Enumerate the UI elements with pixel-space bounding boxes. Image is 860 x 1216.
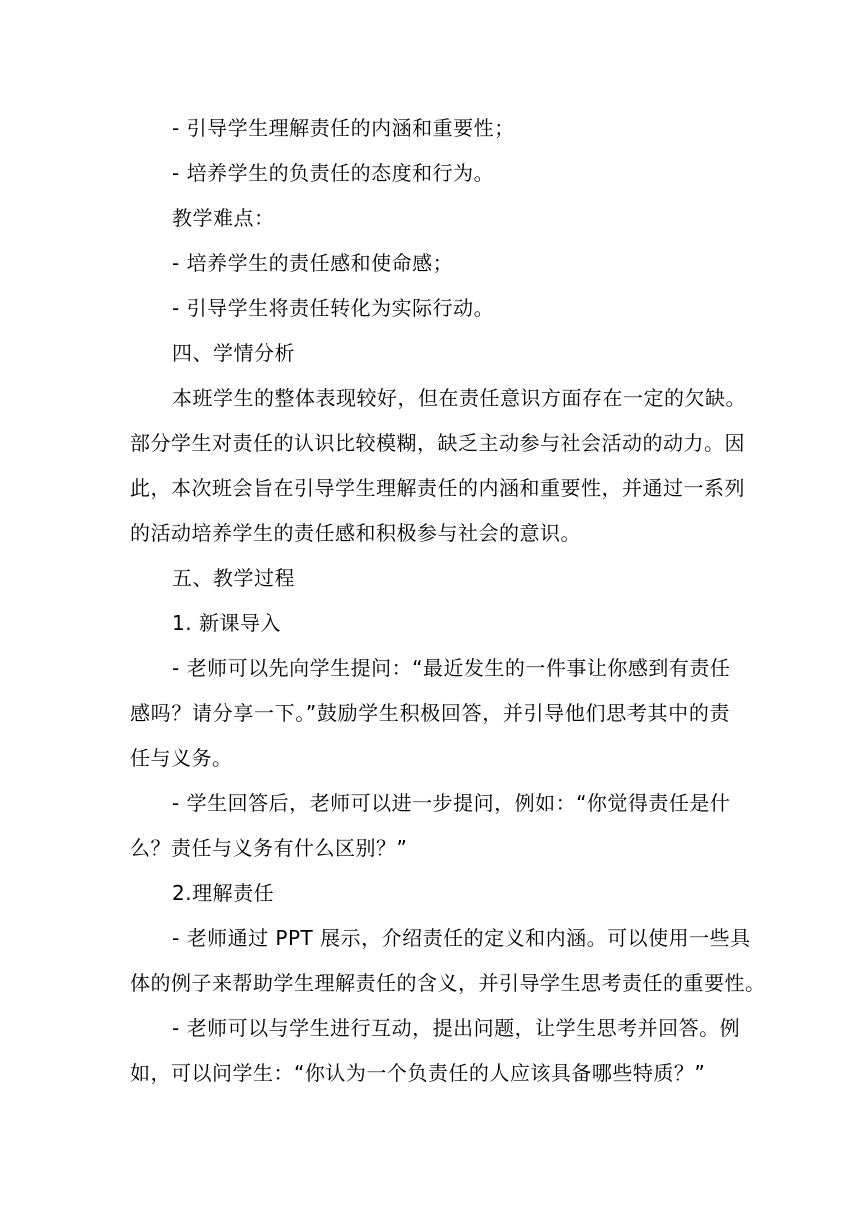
- analysis-paragraph-line-4: 的活动培养学生的责任感和积极参与社会的意识。: [130, 521, 581, 545]
- intro-item-1-line-3: 任与义务。: [130, 746, 233, 770]
- intro-item-1-line-1: - 老师可以先向学生提问：“最近发生的一件事让你感到有责任: [172, 656, 731, 680]
- objective-item-understand-responsibility: - 引导学生理解责任的内涵和重要性；: [172, 116, 515, 140]
- difficulty-item-sense-of-mission: - 培养学生的责任感和使命感；: [172, 251, 454, 275]
- subheading-new-lesson-intro: 1. 新课导入: [172, 611, 281, 635]
- subheading-understand-responsibility: 2.理解责任: [172, 881, 275, 905]
- section-heading-teaching-process: 五、教学过程: [172, 566, 295, 590]
- difficulty-item-action: - 引导学生将责任转化为实际行动。: [172, 296, 495, 320]
- analysis-paragraph-line-3: 此，本次班会旨在引导学生理解责任的内涵和重要性，并通过一系列: [130, 476, 745, 500]
- teaching-difficulty-heading: 教学难点：: [172, 206, 275, 230]
- analysis-paragraph-line-2: 部分学生对责任的认识比较模糊，缺乏主动参与社会活动的动力。因: [130, 431, 745, 455]
- intro-item-2-line-2: 么？责任与义务有什么区别？”: [130, 836, 408, 860]
- intro-item-2-line-1: - 学生回答后，老师可以进一步提问，例如：“你觉得责任是什: [172, 791, 731, 815]
- analysis-paragraph-line-1: 本班学生的整体表现较好，但在责任意识方面存在一定的欠缺。: [172, 386, 746, 410]
- objective-item-cultivate-attitude: - 培养学生的负责任的态度和行为。: [172, 161, 495, 185]
- section-heading-student-analysis: 四、学情分析: [172, 341, 295, 365]
- understand-item-1-line-1: - 老师通过 PPT 展示，介绍责任的定义和内涵。可以使用一些具: [172, 926, 751, 950]
- understand-item-2-line-2: 如，可以问学生：“你认为一个负责任的人应该具备哪些特质？”: [130, 1061, 706, 1085]
- intro-item-1-line-2: 感吗？请分享一下。”鼓励学生积极回答，并引导他们思考其中的责: [130, 701, 730, 725]
- understand-item-2-line-1: - 老师可以与学生进行互动，提出问题，让学生思考并回答。例: [172, 1016, 741, 1040]
- understand-item-1-line-2: 体的例子来帮助学生理解责任的含义，并引导学生思考责任的重要性。: [130, 971, 766, 995]
